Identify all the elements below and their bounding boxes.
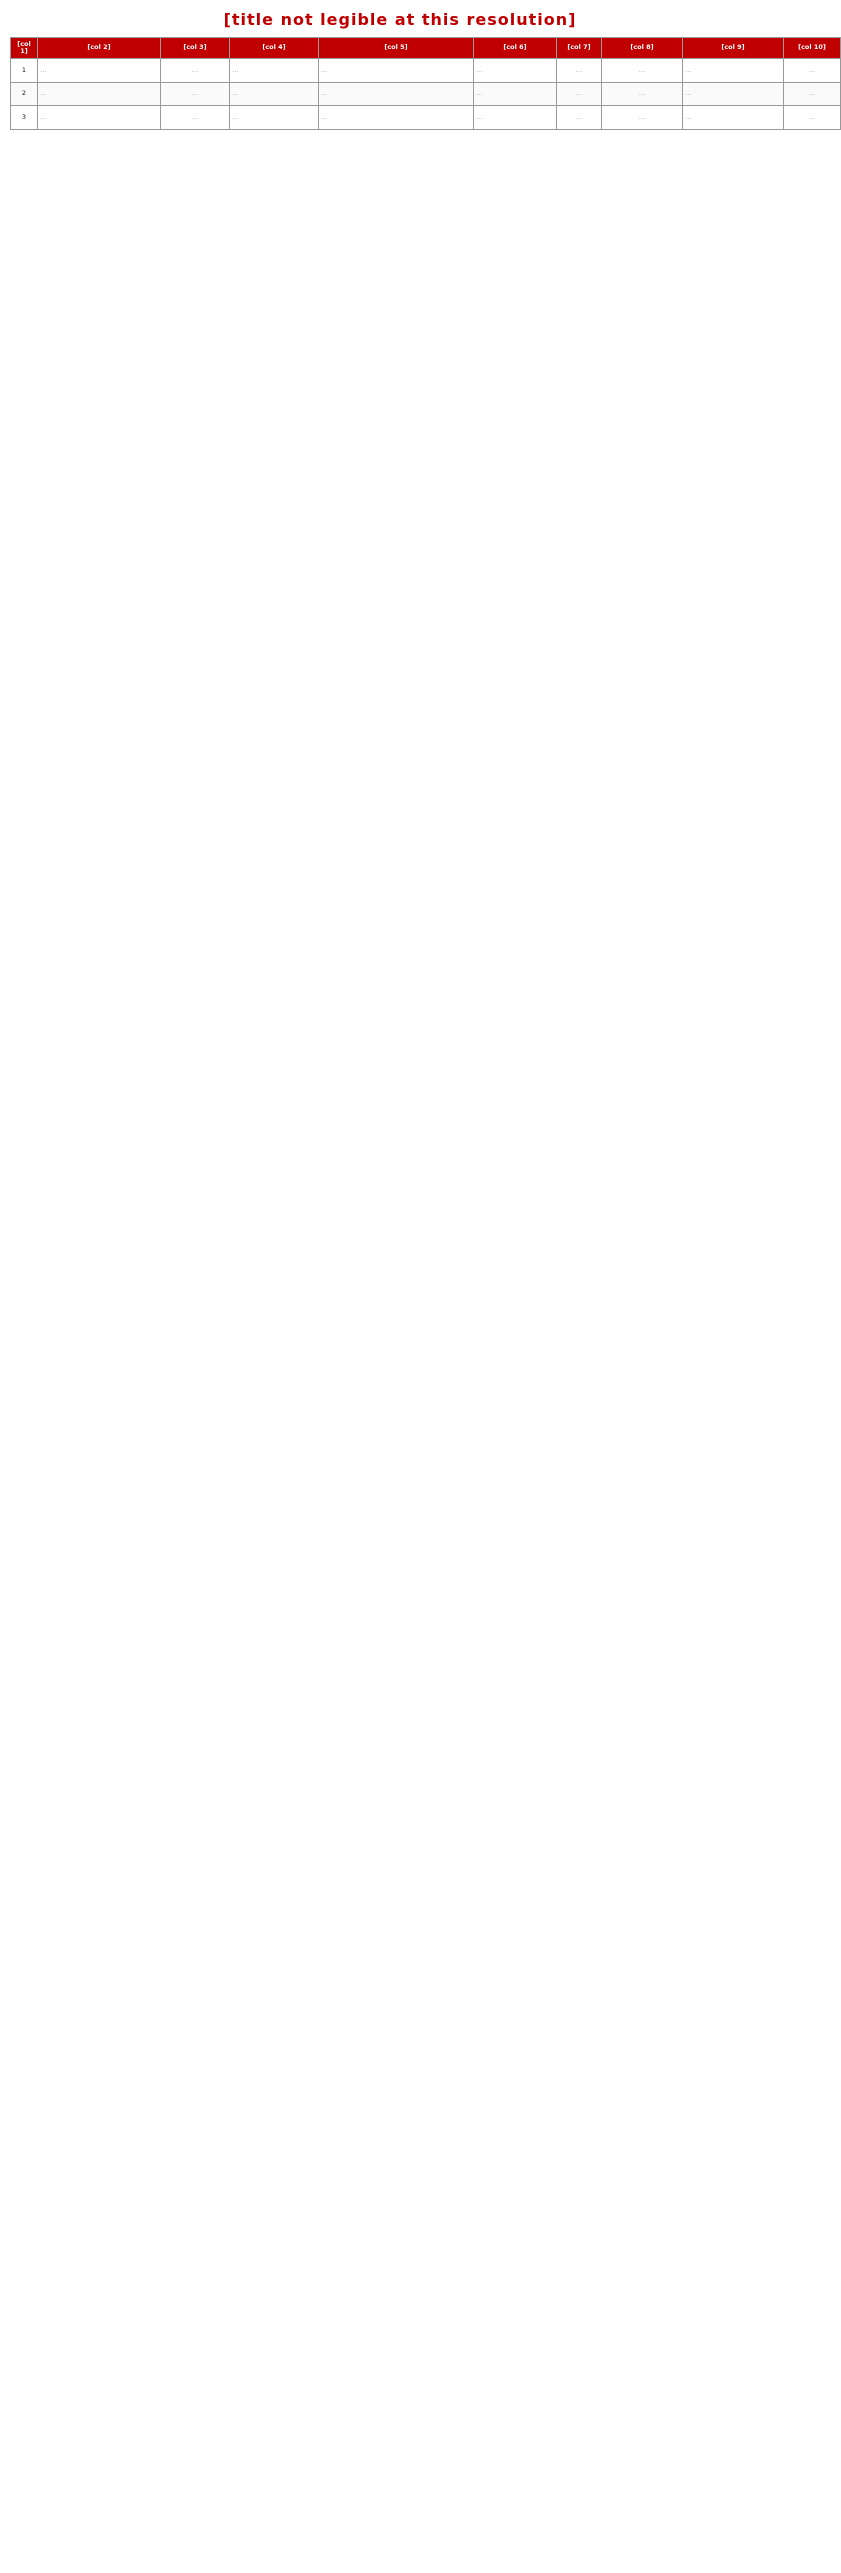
cell-time: … <box>161 106 230 130</box>
cell-no: 1 <box>11 59 38 83</box>
header-no: [col 1] <box>11 38 38 59</box>
table-row <box>11 82 841 106</box>
document-page <box>10 10 826 130</box>
header-organizer: [col 9] <box>683 38 784 59</box>
cell-no: 2 <box>11 82 38 106</box>
cell-content: … <box>319 82 474 106</box>
cell-district: … <box>784 106 841 130</box>
cell-place: … <box>230 82 319 106</box>
table-body <box>11 59 841 130</box>
cell-contact: … <box>557 59 602 83</box>
header-row <box>11 38 841 59</box>
header-name: [col 2] <box>38 38 161 59</box>
cell-contact: … <box>557 106 602 130</box>
cell-content: … <box>319 106 474 130</box>
cell-name: … <box>38 59 161 83</box>
cell-name: … <box>38 82 161 106</box>
cell-place: … <box>230 106 319 130</box>
table-header <box>11 38 841 59</box>
cell-phone: … <box>602 82 683 106</box>
cell-phone: … <box>602 106 683 130</box>
table-row <box>11 106 841 130</box>
cell-time: … <box>161 59 230 83</box>
header-district: [col 10] <box>784 38 841 59</box>
table-row <box>11 59 841 83</box>
header-time: [col 3] <box>161 38 230 59</box>
cell-unit: … <box>474 82 557 106</box>
cell-time: … <box>161 82 230 106</box>
cell-phone: … <box>602 59 683 83</box>
header-contact: [col 7] <box>557 38 602 59</box>
cell-contact: … <box>557 82 602 106</box>
activities-table <box>10 37 841 130</box>
cell-district: … <box>784 59 841 83</box>
header-place: [col 4] <box>230 38 319 59</box>
cell-no: 3 <box>11 106 38 130</box>
cell-organizer: … <box>683 82 784 106</box>
cell-organizer: … <box>683 59 784 83</box>
cell-unit: … <box>474 106 557 130</box>
cell-name: … <box>38 106 161 130</box>
cell-organizer: … <box>683 106 784 130</box>
cell-district: … <box>784 82 841 106</box>
header-phone: [col 8] <box>602 38 683 59</box>
header-unit: [col 6] <box>474 38 557 59</box>
cell-place: … <box>230 59 319 83</box>
cell-unit: … <box>474 59 557 83</box>
document-title: [title not legible at this resolution] <box>223 10 577 29</box>
header-content: [col 5] <box>319 38 474 59</box>
cell-content: … <box>319 59 474 83</box>
